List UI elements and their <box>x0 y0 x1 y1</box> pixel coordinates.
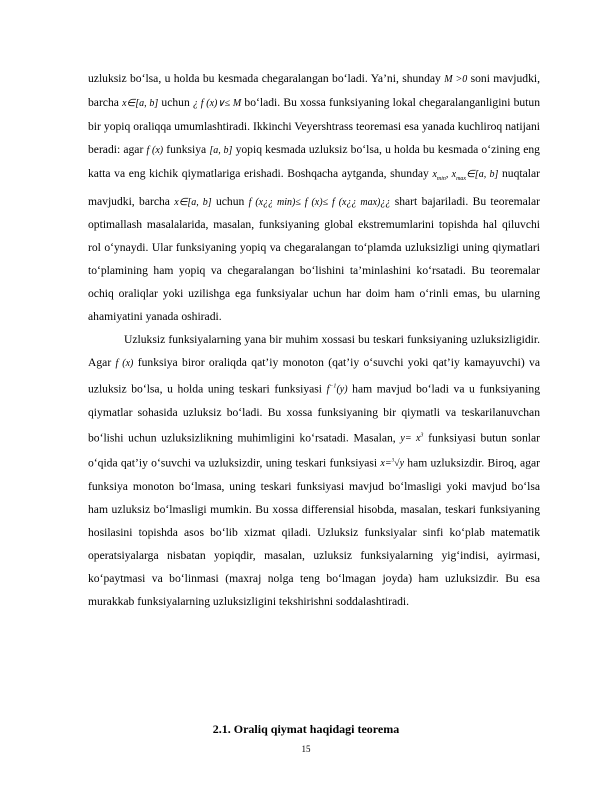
paragraph-extreme-value <box>88 68 540 329</box>
page-body <box>88 68 540 614</box>
math-root-y: √y <box>394 458 405 470</box>
math-sub-max: max <box>456 175 467 182</box>
text-run: shart bajariladi. Bu teoremalar optimallash masalalarida, masalan, funksiyaning global ekstremumlarini topishda hal qiluvchi rol o‘ynaydi. Ular funksiyaning yopiq va chegaralangan to‘plamda uzluksizligi uning qiymatlari to‘plamining ham yopiq va chegaralangan bo‘lishini ta’minlashini ko‘rsatadi. Bu teoremalar ochiq oraliqlar yoki uzilishga ega funksiyalar uchun har doim ham o‘rinli emas, bu ularning ahamiyatini yanada oshiradi. <box>88 194 540 324</box>
math-x: x <box>432 168 437 180</box>
math-in-ab: ∈[a, b] <box>466 168 499 180</box>
text-run: yopiq kesmada uzluksiz bo‘lsa, u holda bu kesmada o‘zining eng katta va eng kichik qiymatlariga erishadi. Boshqacha aytganda, shunday <box>88 142 540 180</box>
text-run: uzluksiz bo‘lsa, u holda bu kesmada chegaralangan bo‘ladi. Ya’ni, shunday <box>88 72 445 85</box>
math-fx: f (x) <box>115 357 134 369</box>
math-sub-min: min <box>436 175 446 182</box>
text-run: soni mavjudki, barcha <box>88 72 540 109</box>
text-run: funksiya biror oraliqda qat’iy monoton (qat’iy o‘suvchi yoki qat’iy kamayuvchi) va uzluksiz bo‘lsa, u holda uning teskari funksiyasi <box>88 355 540 396</box>
math-fx: f (x) <box>146 144 164 156</box>
math-inverse-f <box>327 384 348 395</box>
math-x-in-ab: x∈[a, b] <box>174 196 212 208</box>
math-m-positive: M >0 <box>444 74 468 85</box>
text-run: uchun <box>211 194 249 208</box>
math-root-index: 3 <box>391 459 395 465</box>
math-inequality: f (x¿¿ min)≤ f (x)≤ f (x¿¿ max)¿¿ <box>248 196 391 208</box>
math-sup-three: 3 <box>420 432 424 439</box>
math-x-eq: x= <box>380 458 392 470</box>
text-run: ham mavjud bo‘ladi va u funksiyaning qiymatlar sohasida uzluksiz bo‘ladi. Bu xossa funksiyaning bir qiymatli va teskarilanuvchan bo‘lishi uchun uzluksizlikning muhimligini ko‘rsatadi. Masalan, <box>88 382 540 445</box>
math-y-eq-x: y= x <box>400 433 421 445</box>
math-x-in-ab: x∈[a, b] <box>122 97 159 109</box>
text-run: Uzluksiz funksiyalarning yana bir muhim xossasi bu teskari funksiyaning uzluksizligidir. Agar <box>88 332 540 369</box>
math-sup-minus-one: −1 <box>329 383 337 390</box>
math-x: , x <box>445 168 457 180</box>
text-run: uchun <box>158 95 193 109</box>
text-run: funksiya <box>163 142 210 156</box>
text-run: bo‘ladi. Bu xossa funksiyaning lokal chegaralanganligini butun bir yopiq oraliqqa umumlashtiradi. Ikkinchi Veyershtrass teoremasi esa yanada kuchliroq natijani beradi: agar <box>88 95 541 156</box>
math-y-cubed <box>400 433 423 444</box>
math-arg-y: (y) <box>336 384 348 396</box>
page-number: 15 <box>301 744 311 754</box>
math-abs-bound: ¿ f (x)∨≤ M <box>192 97 242 109</box>
text-run: ham uzluksizdir. Biroq, agar funksiya monoton bo‘lmasa, uning teskari funksiyasi mavjud bo‘lmasligi yoki mavjud bo‘lsa ham uzluksiz bo‘lmasligi mumkin. Bu xossa differensial hisobda, masalan, teskari funksiyaning hosilasini topishda asos bo‘lib xizmat qiladi. Uzluksiz funksiyalar sinfi ko‘plab matematik operatsiyalarga nisbatan yopiqdir, masalan, uzluksiz funksiyalarning yig‘indisi, ayirmasi, ko‘paytmasi va bo‘linmasi (maxraj nolga teng bo‘lmagan joyda) ham uzluksizdir. Bu esa murakkab funksiyalarning uzluksizligini tekshirishni soddalashtiradi. <box>88 456 540 608</box>
math-f: f <box>326 384 330 396</box>
text-run: nuqtalar mavjudki, barcha <box>88 166 540 208</box>
math-interval-ab: [a, b] <box>209 144 233 156</box>
section-heading: 2.1. Oraliq qiymat haqidagi teorema <box>212 722 400 736</box>
math-xmin-xmax <box>432 169 498 180</box>
math-cube-root <box>380 458 404 469</box>
paragraph-inverse-function <box>88 329 540 614</box>
text-run: funksiyasi butun sonlar o‘qida qat’iy o‘suvchi va uzluksizdir, uning teskari funksiyasi <box>88 431 540 470</box>
